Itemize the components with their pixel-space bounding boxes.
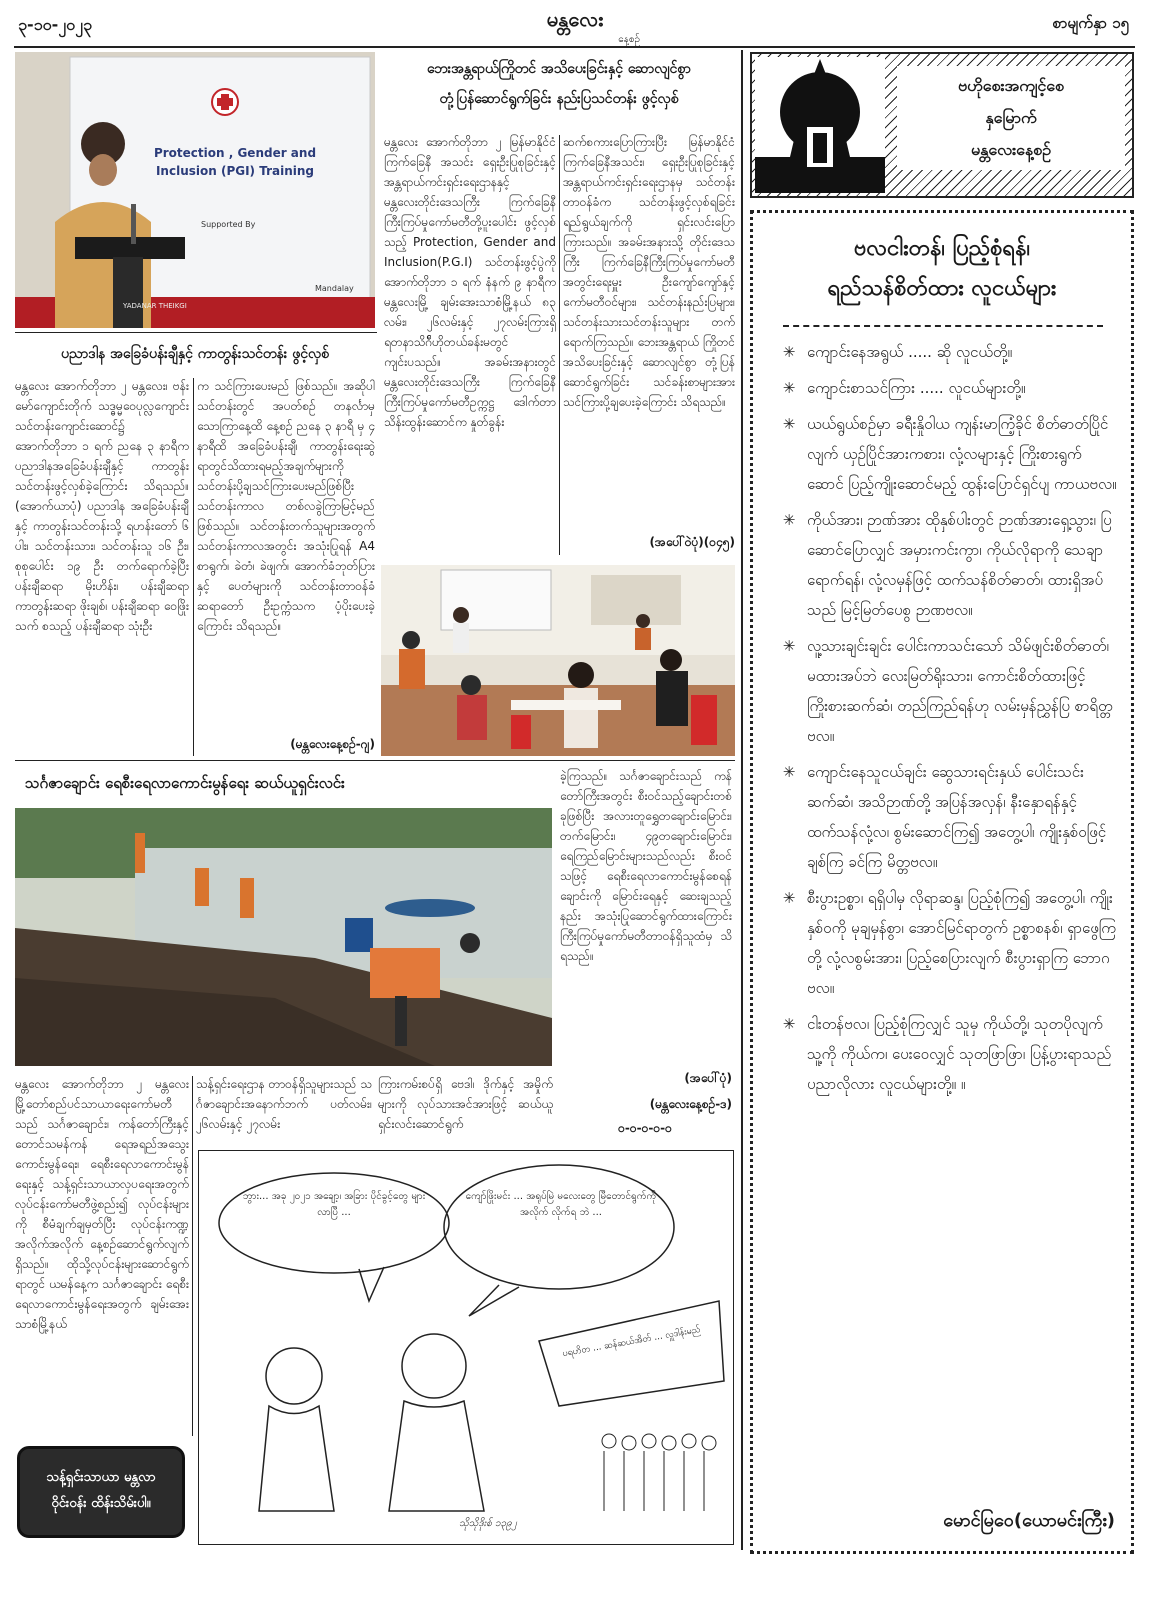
poem-item — [781, 757, 1117, 877]
poem-list — [781, 337, 1117, 1099]
poem-item — [781, 883, 1117, 1003]
masthead — [510, 6, 640, 47]
poem-title-line2: ရည်သန်စိတ်ထား လူငယ်များ — [827, 276, 1057, 301]
poem-item — [781, 373, 1117, 403]
asterisk-icon: ✳ — [782, 637, 796, 655]
poem-item-text: ကျောင်းစာသင်ကြား ..... လူငယ်များတို့။ — [807, 379, 1026, 397]
poem-item-text: ကိုယ်အား၊ ဉာဏ်အား ထိုနှစ်ပါးတွင် ဉာဏ်အားရှေ့သွား၊ ပြဆောင်ပြောလျှင် အမှားကင်းကွာ၊ ကိုယ်လိုရာကို သေချာရောက်ရန်၊ လုံ့လမှန်ဖြင့် ထက်သန်စိတ်ဓာတ်၊ ထားရှိအပ်သည် မြင့်မြတ်ပေစွ ဉာဏဗလ။ — [807, 511, 1112, 619]
page-header — [0, 0, 1149, 48]
article2-col2: က သင်ကြားပေးမည် ဖြစ်သည်။ အဆိုပါသင်တန်းတွင် အပတ်စဉ် တနင်္လာမှ သောကြာနေ့ထိ နေ့စဉ် ညနေ ၃ နာရီ မှ ၄ နာရီထိ အခြေခံပန်းချီ၊ ကာတွန်းရေးဆွဲရာတွင်သိထားရမည့်အချက်များကို သင်တန်းပို့ချသင်ကြားပေးမည်ဖြစ်ပြီး သင်တန်းကာလ တစ်လခွဲကြာမြင့်မည် ဖြစ်သည်။ သင်တန်းတက်သူများအတွက် သင်တန်းကာလအတွင်း အသုံးပြုရန် A4 စာရွက်၊ ခဲတံ၊ ခဲဖျက်၊ အောက်ခံဘုတ်ပြားနှင့် ပေတံများကို သင်တန်းတာဝန်ခံ ဆရာတော် ဦးဥက္ကံသက ပံ့ပိုးပေးခဲ့ကြောင်း သိရသည်။ — [197, 379, 375, 633]
poem-item-text: ကျောင်းနေအရွယ် ..... ဆို လူငယ်တို့။ — [807, 343, 1013, 361]
article2-col1: မန္တလေး အောက်တိုဘာ ၂ မန္တလေး၊ ဗန်းမော်ကျောင်းတိုက် သဒ္ဓမ္မဝေပုလ္လကျောင်း သင်တန်းကျောင်းဆောင်၌ အောက်တိုဘာ ၁ ရက် ညနေ ၃ နာရီက ပညာဒါနအခြေခံပန်းချီနှင့် ကာတွန်း သင်တန်းဖွင့်လှစ်ခဲ့ကြောင်း သိရသည်။ (အောက်ယာပုံ) ပညာဒါန အခြေခံပန်းချီနှင့် ကာတွန်းသင်တန်းသို့ ရဟန်းတော် ၆ ပါး၊ သင်တန်းသား၊ သင်တန်းသူ ၁၆ ဦး၊ စုစုပေါင်း ၁၉ ဦး တက်ရောက်ခဲ့ပြီး ပန်းချီဆရာ မိုးဟိန်း၊ ပန်းချီဆရာ ကာတွန်းဆရာ ဖိုးချစ်၊ ပန်းချီဆရာ ဝေဖြိုးသက် စသည့် ပန်းချီဆရာ သုံးဦး — [15, 379, 189, 633]
asterisk-icon: ✳ — [782, 889, 796, 907]
creek-cleanup-photo — [15, 808, 552, 1066]
article3-end-mark: ၀-၀-၀-၀-၀ — [618, 1121, 672, 1135]
article3-column-rule — [192, 1076, 193, 1436]
article1-col1: မန္တလေး အောက်တိုဘာ ၂ မြန်မာနိုင်ငံကြက်ခြေနီ အသင်း ရှေးဦးပြုစုခြင်းနှင့် အန္တရာယ်ကင်းရှင်းရေးဌာနနှင့် မန္တလေးတိုင်းဒေသကြီး ကြက်ခြေနီကြီးကြပ်မှုကော်မတီတို့ပူးပေါင်း ဖွင့်လှစ်သည့် Protection, Gender and Inclusion(P.G.I) သင်တန်းဖွင့်ပွဲကို အောက်တိုဘာ ၁ ရက် နံနက် ၉ နာရီက မန္တလေးမြို့ ချမ်းအေးသာစံမြို့နယ် ၈၃ လမ်း၊ ၂၆လမ်းနှင့် ၂၇လမ်းကြားရှိ ရတနာသိဂ်ီဟိုတယ်ခန်းမတွင် ကျင်းပသည်။ အခမ်းအနားတွင် မန္တလေးတိုင်းဒေသကြီး ကြက်ခြေနီကြီးကြပ်မှုကော်မတီဥက္ကဋ္ဌ ဒေါက်တာ သိန်းထွန်းဆောင်က နှုတ်ခွန်း — [384, 135, 556, 429]
article3-col1: မန္တလေး အောက်တိုဘာ ၂ မန္တလေးမြို့တော်စည်ပင်သာယာရေးကော်မတီသည် သင်္ဂဇာချောင်း၊ ကန်တော်ကြီးနှင့် တောင်သမန်ကန် ရေအရည်အသွေးကောင်းမွန်ရေး၊ ရေစီးရေလာကောင်းမွန်ရေးနှင့် သန့်ရှင်းသာယာလှပရေးအတွက် လုပ်ငန်းကော်မတီဖွဲ့စည်း၍ လုပ်ငန်းများကို စီမံချက်ချမှတ်ပြီး လုပ်ငန်းကဏ္ဍအလိုက်အလိုက် နေ့စဉ်ဆောင်ရွက်လျက်ရှိသည်။ ထိုသို့လုပ်ငန်းများဆောင်ရွက်ရာတွင် ယမန်နေ့က သင်္ဂဇာချောင်း ရေစီးရေလာကောင်းမွန်ရေးအတွက် ချမ်းအေးသာစံမြို့နယ် — [15, 1077, 189, 1331]
pgi-city-text: Mandalay — [315, 284, 354, 293]
sidebar-logo-art — [755, 57, 885, 193]
article3-photo-caption: (အပေါ်ပုံ) — [684, 1071, 732, 1085]
poem-item-text: ငါးတန်ဗလ၊ ပြည့်စုံကြလျှင် သူမှ ကိုယ်တို့၊ သုတပိုလျက် သူ့ကို ကိုယ်က၊ ပေးဝေလျှင် သုတဖြာဖြာ၊ ပြန့်ပွားရာသည် ပညာလိုလား လူငယ်များတို့။ ။ — [807, 1015, 1112, 1093]
slogan-line1: သန့်ရှင်းသာယာ မန္တလာ — [46, 1470, 156, 1485]
poem-item — [781, 409, 1117, 499]
pgi-sponsor-text: YADANAR THEIKGI — [123, 302, 187, 310]
article1-byline: (အပေါ်ဝဲပုံ)(၀၄၅) — [649, 535, 735, 549]
pgi-banner-text: Protection , Gender and Inclusion (PGI) Training — [153, 146, 317, 178]
poem-item-text: ကျောင်းနေသူငယ်ချင်း ဆွေသားရင်းနှယ် ပေါင်းသင်းဆက်ဆံ၊ အသိဉာဏ်တို့ အပြန်အလှန်၊ နီးနှောရန်နှင့် ထက်သန်လုံ့လ၊ စွမ်းဆောင်ကြ၍ အတွေ့ပါ၊ ကျိုးနှစ်ဝဖြင့် ချစ်ကြ ခင်ကြ မိတ္တဗလ။ — [807, 763, 1107, 871]
page-number: စာမျက်နှာ ၁၅ — [1052, 14, 1129, 32]
poem-author: မောင်မြဝေ(ယောမင်းကြီး) — [943, 1510, 1115, 1531]
article1-column-rule — [559, 135, 560, 555]
article1-title-line1: ဘေးအန္တရာယ်ကြိုတင် အသိပေးခြင်းနှင့် ဆောလျင်စွာ — [427, 61, 691, 77]
poem-item-text: စီးပွားဥစ္စာ၊ ရရှိပါမှ လိုရာဆန္ဒ၊ ပြည့်စုံကြ၍ အတွေ့ပါ၊ ကျိုးနှစ်ဝကို မုချမှန်စွာ၊ အောင်မြင်ရာတွက် ဥစ္စာစနစ်၊ ရှာဖွေကြတို့ လုံ့လစွမ်းအား၊ ပြည့်စေပြားလျက် စီးပွားရှာကြ ဘောဂဗလ။ — [807, 889, 1116, 997]
poem-item — [781, 337, 1117, 367]
masthead-title: မန္တလေး — [546, 7, 604, 31]
article2-title: ပညာဒါန အခြေခံပန်းချီနှင့် ကာတွန်းသင်တန်း ဖွင့်လှစ် — [61, 346, 329, 362]
poem-item — [781, 1009, 1117, 1099]
creek-cleanup-illustration — [15, 808, 552, 1066]
article1-col2: ဆက်စကားပြောကြားပြီး မြန်မာနိုင်ငံကြက်ခြေနီအသင်း၊ ရှေးဦးပြုစုခြင်းနှင့် အန္တရာယ်ကင်းရှင်းရေးဌာနမှ သင်တန်းတာဝန်ခံက သင်တန်းဖွင့်လှစ်ရခြင်းရည်ရွယ်ချက်ကို ရှင်းလင်းပြောကြားသည်။ အခမ်းအနားသို့ တိုင်းဒေသကြီး ကြက်ခြေနီကြီးကြပ်မှုကော်မတီအတွင်းရေးမှူး ဦးကျော်ကျော်နှင့် ကော်မတီဝင်များ၊ သင်တန်းနည်းပြများ၊ သင်တန်းသားသင်တန်းသူများ တက်ရောက်ကြသည်။ ဘေးအန္တရာယ် ကြိုတင်အသိပေးခြင်းနှင့် ဆောလျင်စွာ တုံ့ပြန်ဆောင်ရွက်ခြင်း သင်ခန်းစာများအား သင်ကြားပို့ချပေးခဲ့ကြောင်း သိရသည်။ — [563, 135, 735, 409]
article3-col3: ကြားကမ်းစပ်ရှိ ဗေဒါ၊ ဒိုက်နှင့် အမှိုက်များကို လုပ်သားအင်အားဖြင့် ဆယ်ယူရှင်းလင်းဆောင်ရွက် — [378, 1077, 553, 1131]
article1-title-line2: တုံ့ပြန်ဆောင်ရွက်ခြင်း နည်းပြသင်တန်း ဖွင့်လှစ် — [439, 91, 679, 107]
article3-byline: (မန္တလေးနေ့စဉ်-ဒ) — [649, 1097, 732, 1111]
drawing-class-illustration — [381, 565, 735, 756]
drawing-class-photo — [381, 565, 735, 756]
slogan-box — [17, 1446, 185, 1538]
asterisk-icon: ✳ — [782, 511, 796, 529]
header-rule — [14, 46, 1135, 48]
sidebar-logo-text — [897, 66, 1125, 170]
article2-column-rule — [193, 378, 194, 756]
poem-title — [753, 229, 1131, 309]
poem-title-rule — [783, 325, 1103, 327]
cartoon-panel — [198, 1150, 734, 1545]
article2-byline: (မန္တလေးနေ့စဉ်-ဂျ) — [290, 737, 375, 751]
poem-item-text: လူ့သားချင်းချင်း ပေါင်းကာသင်းသော် သိမ်ဖျင်းစိတ်ဓာတ်၊ မထားအပ်ဘဲ လေးမြတ်ရိုးသား၊ ကောင်းစိတ်ထားဖြင့် ကြိုးစားဆက်ဆံ၊ တည်ကြည်ရန်ဟု လမ်းမှန်ညွှန်ပြ စာရိတ္တဗလ။ — [807, 637, 1113, 745]
article1-title — [384, 54, 734, 124]
poem-item-text: ယယ်ရွယ်စဉ်မှာ ခရီးနှိုဝါယ ကျန်းမာကြံ့ခိုင် စိတ်ဓာတ်ပြိုင်လျက် ယှဉ်ပြိုင်အားကစား၊ လုံ့လများနှင့် ကြိုးစားရွက်ဆောင် ပြည့်ကျိုးဆောင်မည့် ထွန်းပြောင်ရှင်ပျ ကာယဗလ။ — [807, 415, 1117, 493]
sidebar-logo-line2: နှမြောက် — [985, 108, 1037, 127]
asterisk-icon: ✳ — [782, 1015, 796, 1033]
cartoon-banner: ပရဟိတ ... ဆန်ဆယ်အိတ် ... လှူဒါန်းမည် — [561, 1324, 702, 1360]
asterisk-icon: ✳ — [782, 379, 796, 397]
poem-item — [781, 505, 1117, 625]
asterisk-icon: ✳ — [782, 343, 796, 361]
sidebar-logo-line1: ဗဟိုစေးအကျင့်စေ — [958, 76, 1064, 95]
article3-title: သင်္ဂဇာချောင်း ရေစီးရေလာကောင်းမွန်ရေး ဆယ်ယူရှင်းလင်း — [25, 774, 345, 792]
cartoon-bubble-right: ကျော်ဖြိုးမင်း ... အရုပ်မြဲ မလေးတွေ မြီတောင်ရွက်ကို အလိုက် လိုက်ရ ဘဲ ... — [465, 1191, 657, 1218]
sidebar-logo-box — [750, 52, 1134, 198]
cartoon-bubble-left: ဘွား... အခု ၂၀၂၁ အချော့၊ အခြား ပိုင်ခွင့်တွေ များလာပြီ ... — [242, 1191, 426, 1218]
pgi-supported-text: Supported By — [201, 220, 256, 229]
right-column-rule — [741, 50, 743, 1550]
header-date: ၃-၁၀-၂၀၂၃ — [18, 15, 92, 34]
pgi-training-photo — [15, 52, 375, 328]
article3-col2: သန့်ရှင်းရေးဌာန တာဝန်ရှိသူများသည် သင်္ဂဇာချောင်းအနောက်ဘက် ပတ်လမ်း၊ ၂၆လမ်းနှင့် ၂၇လမ်း — [196, 1077, 372, 1131]
poem-title-line1: ဗလငါးတန်၊ ပြည့်စုံရန်၊ — [853, 236, 1031, 261]
sidebar-logo-line3: မန္တလေးနေ့စဉ် — [971, 140, 1051, 159]
asterisk-icon: ✳ — [782, 415, 796, 433]
slogan-line2: ဝိုင်းဝန်း ထိန်းသိမ်းပါ။ — [51, 1496, 151, 1511]
article3-top-rule — [15, 760, 735, 761]
cartoon-signature: သိုသိုဒိုးစ် ၁၃၉၂ — [459, 1518, 517, 1529]
article2-top-rule — [15, 332, 377, 333]
masthead-sub: နေ့စဉ် — [618, 34, 640, 45]
asterisk-icon: ✳ — [782, 763, 796, 781]
article3-col-right: ခဲ့ကြသည်။ သင်္ဂဇာချောင်းသည် ကန်တော်ကြီးအတွင်း စီးဝင်သည့်ချောင်းတစ်ခုဖြစ်ပြီး အလားတူရွှေတချောင်းမြောင်း၊ တက်မြောင်း၊ ၄၉တချောင်းမြောင်း၊ ရေကြည်မြောင်းများသည်လည်း စီးဝင်သဖြင့် ရေစီးရေလာကောင်းမွန်စေရန် ချောင်းကို မြောင်းရေနှင့် ဆေးချသည့်နည်း အသုံးပြုဆောင်ရွက်ထားကြောင်း ကြီးကြပ်မှုကော်မတီတာဝန်ရှိသူထံမှ သိရသည်။ — [560, 769, 732, 963]
poem-box — [750, 210, 1134, 1554]
pagoda-icon — [755, 57, 885, 193]
poem-item — [781, 631, 1117, 751]
